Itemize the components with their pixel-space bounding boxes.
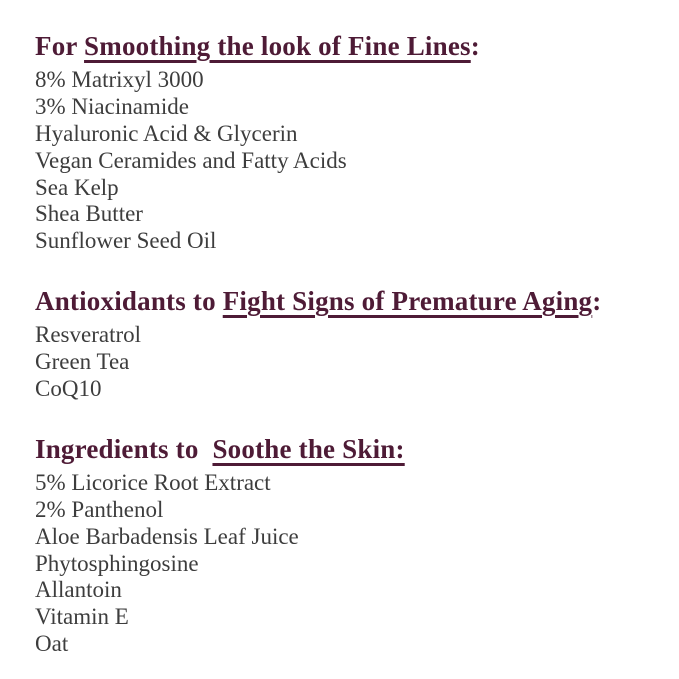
list-item: 3% Niacinamide [35,94,189,120]
list-item: Vitamin E [35,604,129,630]
heading-underlined-text: Soothe the Skin: [212,433,405,464]
list-item: Allantoin [35,577,122,603]
list-item: 2% Panthenol [35,496,164,522]
list-item: Sunflower Seed Oil [35,228,217,254]
heading-suffix: : [470,31,480,61]
section-fine-lines [35,30,659,255]
heading-prefix: Ingredients to [35,433,213,464]
section-heading [35,30,659,62]
list-item: Oat [35,630,69,656]
heading-suffix: : [592,285,602,316]
list-item: Green Tea [35,349,130,375]
heading-underlined-text: Smoothing the look of Fine Lines [84,31,471,61]
heading-prefix: Antioxidants to [35,285,223,316]
list-item: Phytosphingosine [35,550,199,576]
section-soothe-skin [35,433,659,658]
heading-prefix: For [35,31,85,61]
list-item: 8% Matrixyl 3000 [35,67,204,93]
list-item: Shea Butter [35,201,143,227]
list-item: Aloe Barbadensis Leaf Juice [35,523,299,549]
heading-underlined-text: Fight Signs of Premature Aging [222,285,593,316]
ingredient-list [35,67,659,255]
list-item: Resveratrol [35,322,142,348]
ingredient-list [35,322,659,402]
section-premature-aging [35,285,659,403]
list-item: Hyaluronic Acid & Glycerin [35,120,298,146]
section-heading [35,433,659,465]
list-item: CoQ10 [35,375,102,401]
ingredient-list [35,470,659,658]
list-item: 5% Licorice Root Extract [35,470,271,496]
list-item: Sea Kelp [35,174,119,200]
list-item: Vegan Ceramides and Fatty Acids [35,147,347,173]
section-heading [35,285,659,317]
